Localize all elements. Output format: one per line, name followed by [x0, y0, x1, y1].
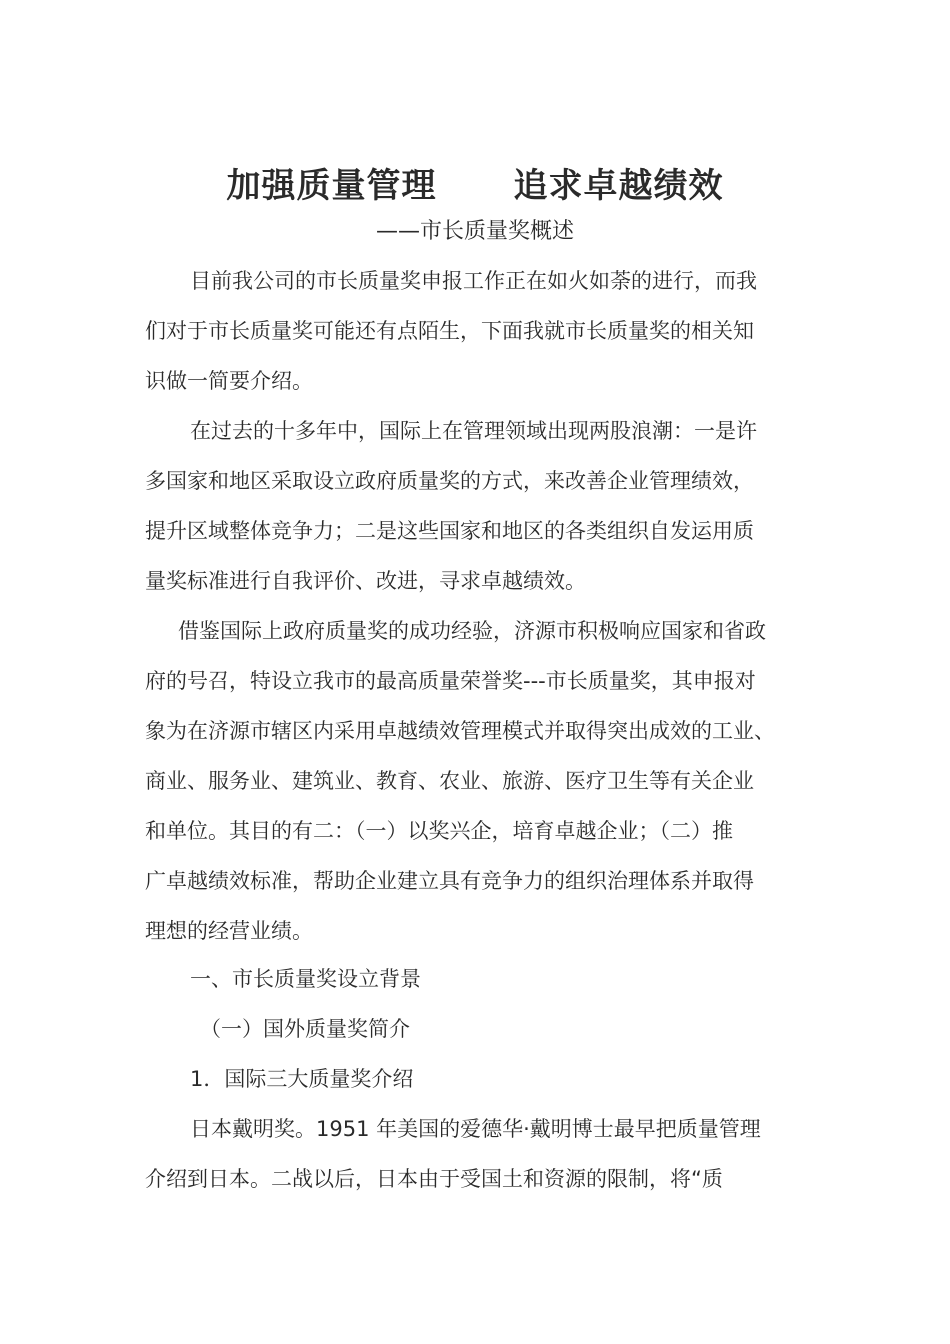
document-subtitle: ——市长质量奖概述: [375, 219, 574, 244]
paragraph-line: 介绍到日本。二战以后，日本由于受国土和资源的限制，将“质: [145, 1167, 723, 1191]
paragraph-line: 们对于市长质量奖可能还有点陌生，下面我就市长质量奖的相关知: [145, 319, 754, 343]
paragraph-line: 在过去的十多年中，国际上在管理领域出现两股浪潮：一是许: [190, 419, 757, 443]
paragraph-line: 借鉴国际上政府质量奖的成功经验，济源市积极响应国家和省政: [178, 619, 766, 643]
subsection-heading: （一）国外质量奖简介: [200, 1017, 410, 1041]
document-title: 加强质量管理 追求卓越绩效: [226, 166, 724, 206]
paragraph-line: 府的号召，特设立我市的最高质量荣誉奖---市长质量奖，其申报对: [145, 669, 756, 693]
paragraph-line: 广卓越绩效标准，帮助企业建立具有竞争力的组织治理体系并取得: [145, 869, 754, 893]
subsubsection-heading: 1．国际三大质量奖介绍: [190, 1067, 414, 1091]
paragraph-line: 提升区域整体竞争力；二是这些国家和地区的各类组织自发运用质: [145, 519, 754, 543]
paragraph-line: 理想的经营业绩。: [145, 919, 313, 943]
paragraph-line: 目前我公司的市长质量奖申报工作正在如火如荼的进行，而我: [190, 269, 757, 293]
paragraph-line: 多国家和地区采取设立政府质量奖的方式，来改善企业管理绩效，: [145, 469, 754, 493]
paragraph-line: 日本戴明奖。1951 年美国的爱德华·戴明博士最早把质量管理: [190, 1117, 761, 1141]
paragraph-line: 识做一简要介绍。: [145, 369, 313, 393]
paragraph-line: 象为在济源市辖区内采用卓越绩效管理模式并取得突出成效的工业、: [145, 719, 775, 743]
section-heading: 一、市长质量奖设立背景: [190, 967, 421, 991]
paragraph-line: 商业、服务业、建筑业、教育、农业、旅游、医疗卫生等有关企业: [145, 769, 754, 793]
paragraph-line: 量奖标准进行自我评价、改进，寻求卓越绩效。: [145, 569, 586, 593]
paragraph-line: 和单位。其目的有二：（一）以奖兴企，培育卓越企业；（二）推: [145, 819, 733, 843]
